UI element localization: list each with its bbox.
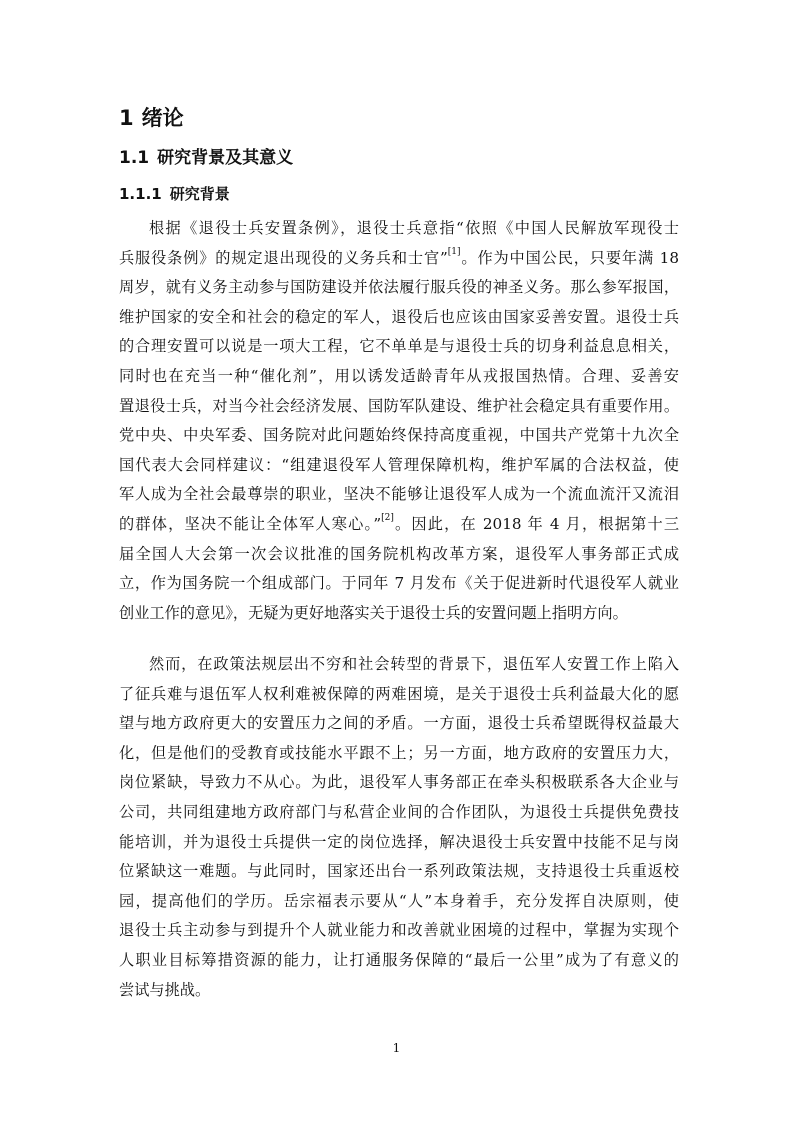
- paragraph-line: 维护国家的安全和社会的稳定的军人，退役后也应该由国家妥善安置。退役士兵: [119, 307, 679, 326]
- section-number: 1.1: [119, 148, 150, 168]
- paragraph-line: 周岁，就有义务主动参与国防建设并依法履行服兵役的神圣义务。那么参军报国，: [119, 278, 679, 297]
- paragraph-line: 党中央、中央军委、国务院对此问题始终保持高度重视，中国共产党第十九次全: [119, 426, 679, 445]
- page-number: 1: [392, 1041, 401, 1055]
- paragraph-line: 退役士兵主动参与到提升个人就业能力和改善就业困境的过程中，掌握为实现个: [119, 921, 679, 940]
- paragraph-line: 然而，在政策法规层出不穷和社会转型的背景下，退伍军人安置工作上陷入: [149, 655, 679, 673]
- chapter-heading: [119, 104, 184, 132]
- paragraph-line: 公司，共同组建地方政府部门与私营企业间的合作团队，为退役士兵提供免费技: [119, 802, 679, 821]
- paragraph-line: 同时也在充当一种“催化剂”，用以诱发适龄青年从戎报国热情。合理、妥善安: [119, 366, 679, 385]
- paragraph-line: 届全国人大会第一次会议批准的国务院机构改革方案，退役军人事务部正式成: [119, 544, 679, 563]
- paragraph-resettlement-dilemma: [119, 650, 679, 1005]
- paragraph-line: 望与地方政府更大的安置压力之间的矛盾。一方面，退役士兵希望既得权益最大: [119, 714, 679, 733]
- citation-link[interactable]: [2]: [381, 512, 394, 523]
- paragraph-line: 园，提高他们的学历。岳宗福表示要从“人”本身着手，充分发挥自决原则，使: [119, 891, 679, 910]
- subsection-title: 研究背景: [169, 185, 230, 203]
- subsection-heading: [119, 183, 230, 205]
- chapter-title: 绪论: [141, 106, 184, 130]
- section-title: 研究背景及其意义: [157, 148, 294, 168]
- paragraph-line: 立，作为国务院一个组成部门。于同年 7 月发布《关于促进新时代退役军人就业: [119, 574, 679, 593]
- paragraph-line: 国代表大会同样建议：“组建退役军人管理保障机构，维护军属的合法权益，使: [119, 455, 679, 474]
- paragraph-line: 了征兵难与退伍军人权利难被保障的两难困境，是关于退役士兵利益最大化的愿: [119, 684, 679, 703]
- paragraph-line: 能培训，并为退役士兵提供一定的岗位选择，解决退役士兵安置中技能不足与岗: [119, 832, 679, 851]
- citation-link[interactable]: [1]: [447, 246, 461, 257]
- paragraph-line: 置退役士兵，对当今社会经济发展、国防军队建设、维护社会稳定具有重要作用。: [119, 396, 679, 415]
- paragraph-line: 尝试与挑战。: [119, 980, 211, 999]
- paragraph-line: 军人成为全社会最尊崇的职业，坚决不能够让退役军人成为一个流血流汗又流泪: [119, 485, 679, 504]
- paragraph-line: 位紧缺这一难题。与此同时，国家还出台一系列政策法规，支持退役士兵重返校: [119, 862, 679, 881]
- chapter-number: 1: [119, 106, 134, 130]
- paragraph-line: 的合理安置可以说是一项大工程，它不单单是与退役士兵的切身利益息息相关，: [119, 337, 679, 356]
- section-heading: [119, 146, 293, 170]
- paragraph-line: 人职业目标筹措资源的能力，让打通服务保障的“最后一公里”成为了有意义的: [119, 950, 679, 969]
- paragraph-line: 岗位紧缺，导致力不从心。为此，退役军人事务部正在牵头积极联系各大企业与: [119, 773, 679, 792]
- paragraph-line: 的群体，坚决不能让全体军人寒心。”[2]。因此，在 2018 年 4 月，根据第十三: [119, 512, 680, 533]
- paragraph-research-background: [119, 214, 679, 628]
- paragraph-line: 根据《退役士兵安置条例》，退役士兵意指“依照《中国人民解放军现役士: [149, 219, 679, 237]
- paragraph-line: 创业工作的意见》，无疑为更好地落实关于退役士兵的安置问题上指明方向。: [119, 603, 628, 622]
- paragraph-line: 化，但是他们的受教育或技能水平跟不上；另一方面，地方政府的安置压力大，: [119, 743, 679, 762]
- paragraph-line: 兵服役条例》的规定退出现役的义务兵和士官”[1]。作为中国公民，只要年满 18: [119, 246, 680, 267]
- subsection-number: 1.1.1: [119, 185, 162, 203]
